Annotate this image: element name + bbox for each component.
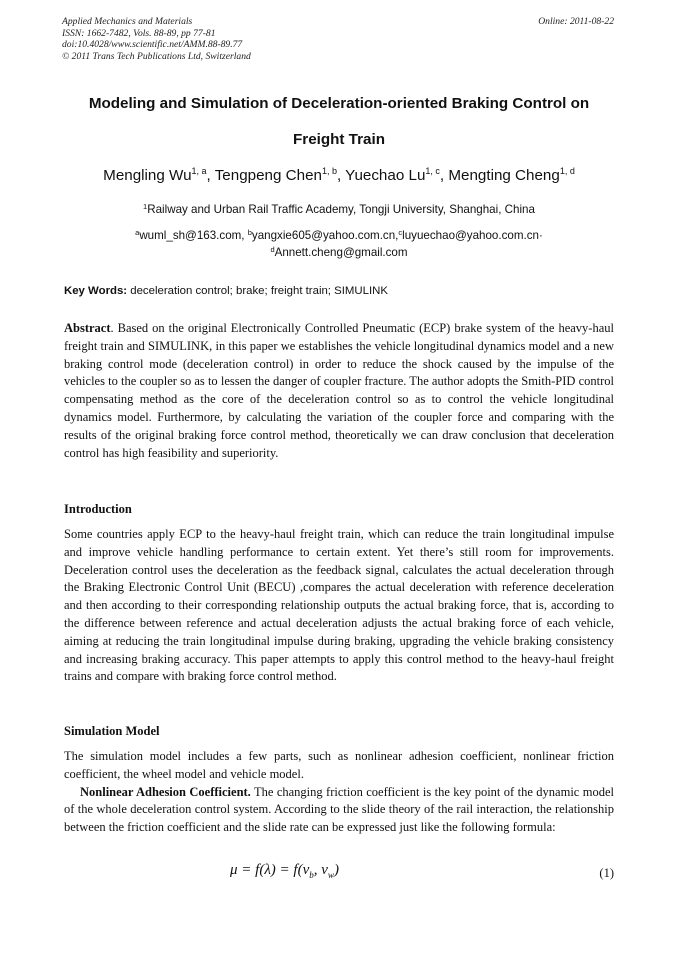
author-superscript: 1, d xyxy=(559,166,575,176)
email-c[interactable]: luyuechao@yahoo.com.cn xyxy=(402,229,539,242)
affiliation-superscript: 1 xyxy=(143,202,148,211)
author-emails xyxy=(40,227,638,261)
email-b[interactable]: yangxie605@yahoo.com.cn, xyxy=(251,229,399,242)
equation-sub-1: b xyxy=(309,870,314,880)
email-superscript: a xyxy=(135,228,140,237)
email-superscript: b xyxy=(247,228,252,237)
title-line-1: Modeling and Simulation of Deceleration-oriented Braking Control on xyxy=(88,95,590,112)
keywords-label: Key Words: xyxy=(64,285,128,297)
introduction-heading: Introduction xyxy=(64,502,132,516)
issn-line: ISSN: 1662-7482, Vols. 88-89, pp 77-81 xyxy=(62,27,216,39)
simulation-paragraph-1: The simulation model includes a few parts, such as nonlinear adhesion coefficient, nonlinear friction coefficient, the wheel model and vehicle model. xyxy=(64,749,614,781)
affiliation xyxy=(40,202,638,218)
equation-1 xyxy=(230,860,339,885)
equation-number: (1) xyxy=(599,866,614,880)
equation-rhs: ) xyxy=(333,862,339,878)
author-list xyxy=(40,166,638,186)
author-separator: , xyxy=(336,167,346,184)
paper-title xyxy=(40,86,638,158)
abstract-paragraph xyxy=(64,320,614,462)
introduction-section xyxy=(64,526,614,686)
simulation-paragraph-2 xyxy=(64,784,614,837)
equation-sub-2: w xyxy=(327,870,334,880)
equation-lhs: μ = f(λ) = f(v xyxy=(230,862,310,878)
email-line-2 xyxy=(40,244,638,261)
keywords xyxy=(64,283,616,299)
journal-name: Applied Mechanics and Materials xyxy=(62,16,193,27)
email-line-1 xyxy=(40,227,638,244)
email-superscript: c xyxy=(398,228,403,237)
author-name: Mengling Wu xyxy=(103,167,192,184)
author-name: Tengpeng Chen xyxy=(214,167,322,184)
author-separator: , xyxy=(439,167,449,184)
email-superscript: d xyxy=(270,245,275,254)
author-superscript: 1, b xyxy=(321,166,337,176)
title-line-2: Freight Train xyxy=(293,131,385,148)
abstract-label: Abstract xyxy=(64,321,111,335)
author-separator: , xyxy=(206,167,215,184)
keywords-text: deceleration control; brake; freight train; SIMULINK xyxy=(127,285,388,297)
copyright-line: © 2011 Trans Tech Publications Ltd, Switzerland xyxy=(62,50,251,62)
simulation-section xyxy=(64,748,614,837)
author-name: Yuechao Lu xyxy=(345,167,426,184)
abstract-section xyxy=(64,320,614,462)
introduction-paragraph: Some countries apply ECP to the heavy-haul freight train, which can reduce the train longitudinal impulse and improve vehicle handling performance to certain extent. Yet there’s still room for improvements. Deceleration control uses the deceleration as the feedback signal, calculates the actual deceleration through the Braking Electronic Control Unit (BECU) ,compares the actual deceleration with reference deceleration and then according to their corresponding relationship outputs the actual braking force, that is, according to the difference between reference and actual deceleration adjusts the actual braking force of each vehicle, aiming at reducing the train longitudinal impulse during braking, upgrading the vehicle braking consistency and increasing braking accuracy. This paper attempts to apply this control method to the heavy-haul freight trains and compare with braking force control method. xyxy=(64,527,614,684)
author-superscript: 1, a xyxy=(191,166,207,176)
simulation-heading: Simulation Model xyxy=(64,724,160,738)
adhesion-text: The changing friction coefficient is the key point of the dynamic model of the whole deceleration control system. According to the slide theory of the rail interaction, the relationship between the friction coefficient and the slide rate can be expressed just like the following formula: xyxy=(64,784,614,835)
email-trailing-mark: · xyxy=(538,229,543,242)
email-d[interactable]: Annett.cheng@gmail.com xyxy=(274,246,408,259)
adhesion-label: Nonlinear Adhesion Coefficient. xyxy=(80,784,251,799)
doi-line: doi:10.4028/www.scientific.net/AMM.88-89.77 xyxy=(62,39,243,50)
author-superscript: 1, c xyxy=(425,166,440,176)
online-date: Online: 2011-08-22 xyxy=(538,16,614,27)
author-name: Mengting Cheng xyxy=(448,167,560,184)
affiliation-text: Railway and Urban Rail Traffic Academy, Tongji University, Shanghai, China xyxy=(147,203,535,216)
equation-mid: , v xyxy=(313,862,328,878)
email-a[interactable]: wuml_sh@163.com, xyxy=(139,229,248,242)
journal-header xyxy=(62,16,614,62)
abstract-text: . Based on the original Electronically Controlled Pneumatic (ECP) brake system of the heavy-haul freight train and SIMULINK, in this paper we establishes the vehicle longitudinal dynamics model and a new braking control mode (deceleration control) in order to reduce the shock caused by the impulse of the vehicles to the coupler so as to lessen the danger of coupler fracture. The author adopts the Smith-PID control compensating method as the core of the deceleration control so as to control the vehicle longitudinal dynamics model. Furthermore, by calculating the variation of the coupler force and comparing with the results of the original braking force control method, theoretically we can draw conclusion that deceleration control has high feasibility and superiority. xyxy=(64,321,614,460)
